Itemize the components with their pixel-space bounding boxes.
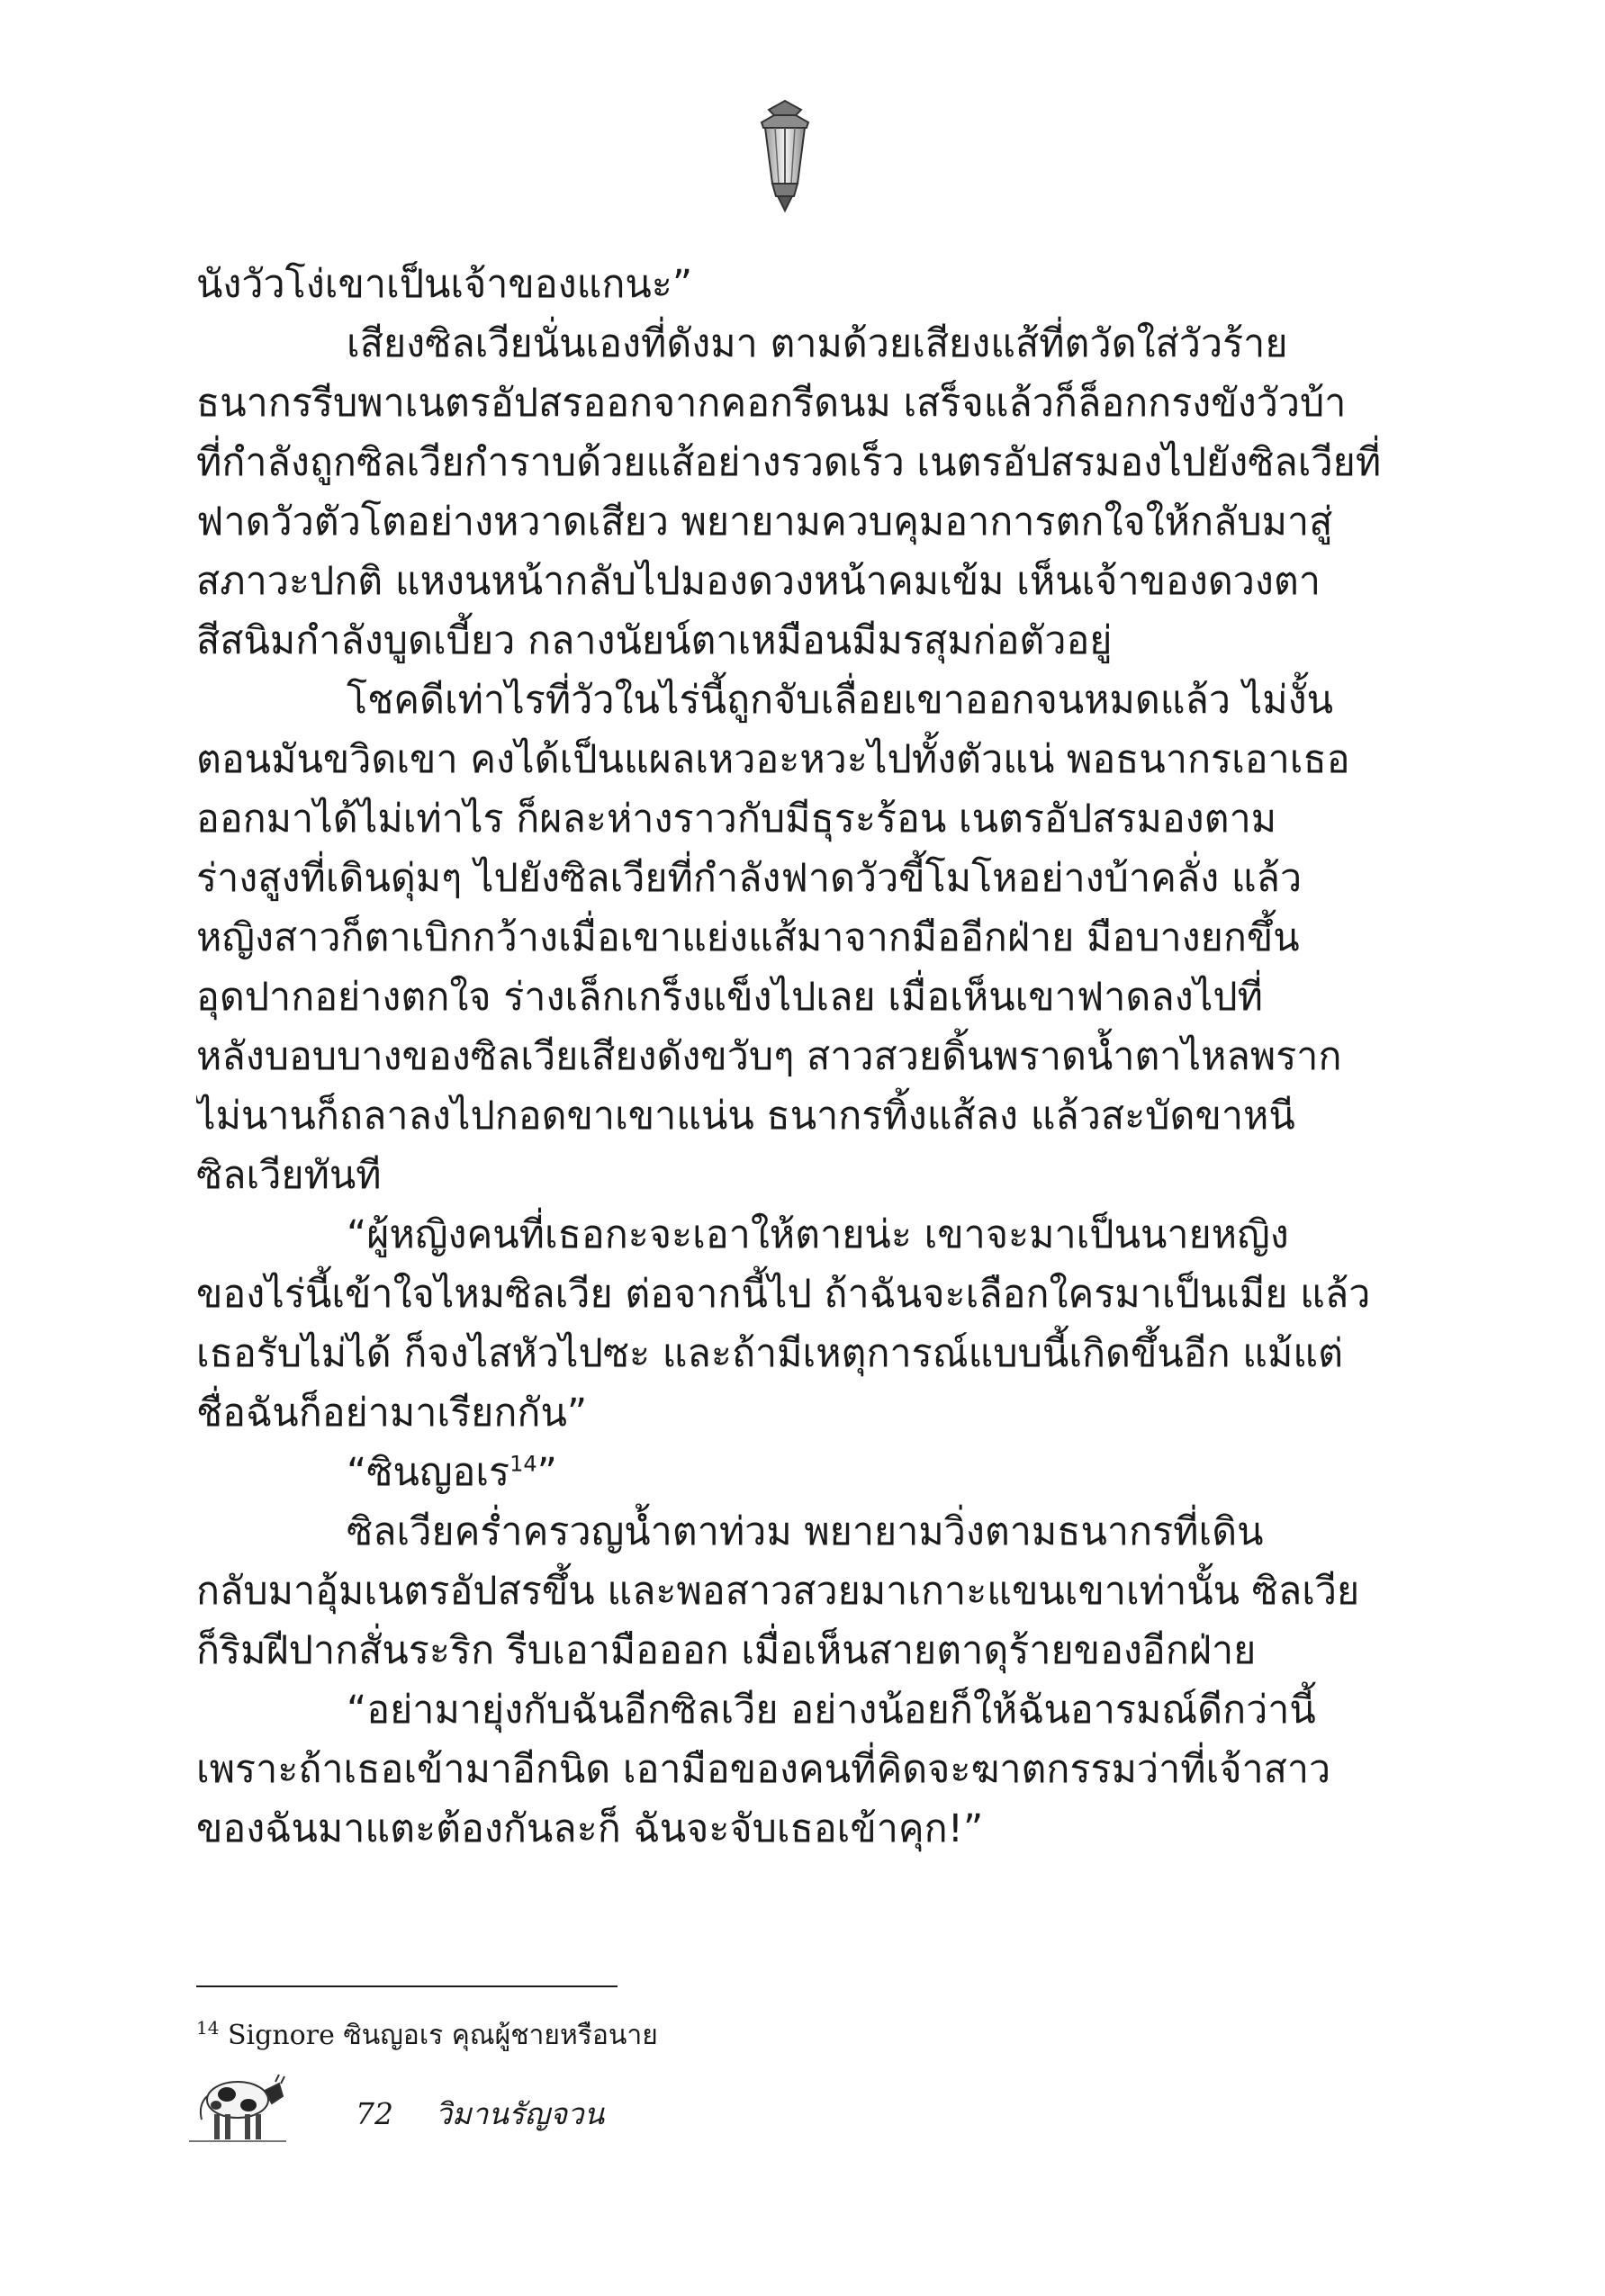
text-line: หลังบอบบางของซิลเวียเสียงดังขวับๆ สาวสวยดิ้นพราดน้ำตาไหลพราก xyxy=(196,1034,1342,1079)
text-line: “อย่ามายุ่งกับฉันอีกซิลเวีย อย่างน้อยก็ให้ฉันอารมณ์ดีกว่านี้ xyxy=(347,1688,1316,1733)
text-line: ชื่อฉันก็อย่ามาเรียกกัน” xyxy=(196,1391,588,1436)
footnote-text: Signore ซินญอเร คุณผู้ชายหรือนาย xyxy=(228,2020,658,2051)
text-line: สภาวะปกติ แหงนหน้ากลับไปมองดวงหน้าคมเข้ม เห็นเจ้าของดวงตา xyxy=(196,559,1321,604)
text-line: นังวัวโง่เขาเป็นเจ้าของแกนะ” xyxy=(196,262,693,307)
footnote xyxy=(196,2010,658,2054)
text-line: ตอนมันขวิดเขา คงได้เป็นแผลเหวอะหวะไปทั้งตัวแน่ พอธนากรเอาเธอ xyxy=(196,737,1350,782)
text-line: ก็ริมฝีปากสั่นระริก รีบเอามือออก เมื่อเห็นสายตาดุร้ายของอีกฝ่าย xyxy=(196,1628,1257,1673)
text-line: ที่กำลังถูกซิลเวียกำราบด้วยแส้อย่างรวดเร็ว เนตรอัปสรมองไปยังซิลเวียที่ xyxy=(196,440,1382,485)
text-line: ฟาดวัวตัวโตอย่างหวาดเสียว พยายามควบคุมอาการตกใจให้กลับมาสู่ xyxy=(196,500,1333,545)
text-line: โชคดีเท่าไรที่วัวในไร่นี้ถูกจับเลื่อยเขาออกจนหมดแล้ว ไม่งั้น xyxy=(347,678,1334,723)
page-folio xyxy=(356,2090,604,2138)
footnote-divider xyxy=(196,1985,618,1987)
text-line: ซิลเวียทันที xyxy=(196,1153,382,1198)
text-line: “ผู้หญิงคนที่เธอกะจะเอาให้ตายน่ะ เขาจะมาเป็นนายหญิง xyxy=(347,1212,1289,1257)
text-line: สีสนิมกำลังบูดเบี้ยว กลางนัยน์ตาเหมือนมีมรสุมก่อตัวอยู่ xyxy=(196,618,1113,663)
text-line: กลับมาอุ้มเนตรอัปสรขึ้น และพอสาวสวยมาเกาะแขนเขาเท่านั้น ซิลเวีย xyxy=(196,1569,1360,1614)
text-line xyxy=(196,1443,1402,1502)
text-line: ออกมาได้ไม่เท่าไร ก็ผละห่างราวกับมีธุระร้อน เนตรอัปสรมองตาม xyxy=(196,797,1277,842)
footnote-reference[interactable]: 14 xyxy=(509,1451,537,1477)
text-line: อุดปากอย่างตกใจ ร่างเล็กเกร็งแข็งไปเลย เมื่อเห็นเขาฟาดลงไปที่ xyxy=(196,975,1263,1020)
cow-icon xyxy=(189,2066,286,2145)
text-line: ของฉันมาแตะต้องกันละก็ ฉันจะจับเธอเข้าคุก!” xyxy=(196,1806,984,1851)
page-number: 72 xyxy=(356,2096,393,2131)
text-line: เธอรับไม่ได้ ก็จงไสหัวไปซะ และถ้ามีเหตุการณ์แบบนี้เกิดขึ้นอีก แม้แต่ xyxy=(196,1331,1344,1376)
dialogue-text: “ซินญอเร xyxy=(347,1450,510,1495)
text-line: ร่างสูงที่เดินดุ่มๆ ไปยังซิลเวียที่กำลังฟาดวัวขี้โมโหอย่างบ้าคลั่ง แล้ว xyxy=(196,856,1303,901)
body-text xyxy=(196,255,1402,1859)
text-line: ซิลเวียคร่ำครวญน้ำตาท่วม พยายามวิ่งตามธนากรที่เดิน xyxy=(347,1509,1264,1554)
book-title: วิมานรัญจวน xyxy=(435,2096,605,2131)
closing-quote: ” xyxy=(537,1450,557,1495)
text-line: เพราะถ้าเธอเข้ามาอีกนิด เอามือของคนที่คิดจะฆาตกรรมว่าที่เจ้าสาว xyxy=(196,1747,1331,1792)
lantern-icon xyxy=(742,97,828,214)
text-line: ไม่นานก็ถลาลงไปกอดขาเขาแน่น ธนากรทิ้งแส้ลง แล้วสะบัดขาหนี xyxy=(196,1094,1295,1139)
footnote-number: 14 xyxy=(196,2017,220,2039)
text-line: เสียงซิลเวียนั่นเองที่ดังมา ตามด้วยเสียงแส้ที่ตวัดใส่วัวร้าย xyxy=(347,321,1288,366)
text-line: ธนากรรีบพาเนตรอัปสรออกจากคอกรีดนม เสร็จแล้วก็ล็อกกรงขังวัวบ้า xyxy=(196,381,1347,426)
text-line: ของไร่นี้เข้าใจไหมซิลเวีย ต่อจากนี้ไป ถ้าฉันจะเลือกใครมาเป็นเมีย แล้ว xyxy=(196,1272,1371,1317)
text-line: หญิงสาวก็ตาเบิกกว้างเมื่อเขาแย่งแส้มาจากมืออีกฝ่าย มือบางยกขึ้น xyxy=(196,915,1300,960)
